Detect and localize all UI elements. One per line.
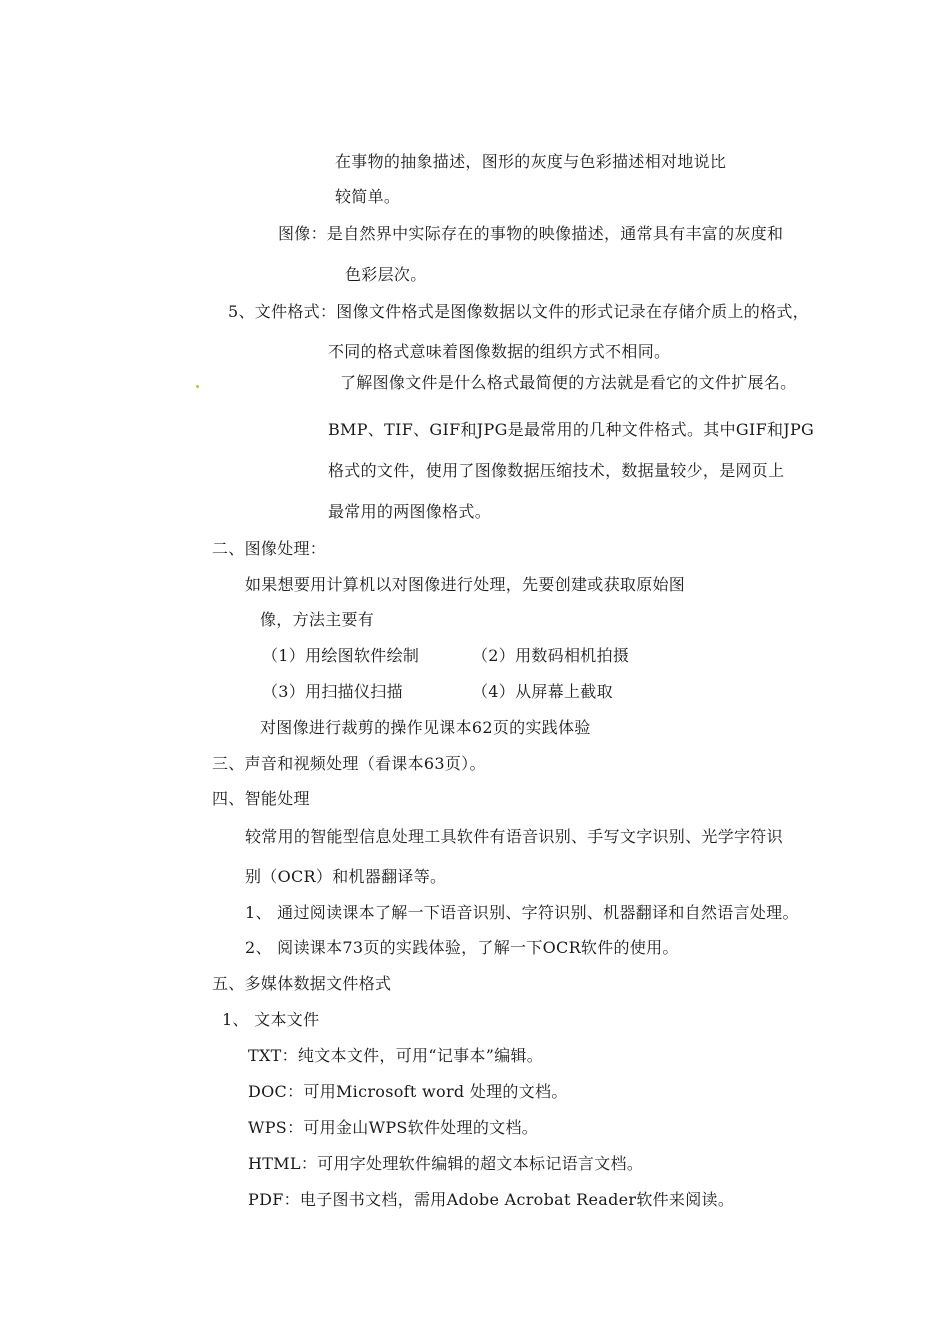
list-item: 1、 文本文件 — [222, 1010, 320, 1029]
section-heading: 五、多媒体数据文件格式 — [212, 974, 392, 993]
section-heading: 三、声音和视频处理（看课本63页）。 — [212, 754, 486, 773]
list-item: 2、 阅读课本73页的实践体验，了解一下OCR软件的使用。 — [245, 938, 679, 957]
list-item: （2）用数码相机拍摄 — [472, 646, 630, 665]
section-heading: 二、图像处理： — [212, 539, 327, 558]
text-line: 别（OCR）和机器翻译等。 — [245, 867, 447, 886]
list-item: 1、 通过阅读课本了解一下语音识别、字符识别、机器翻译和自然语言处理。 — [245, 903, 799, 922]
stray-dot-marker — [196, 385, 199, 388]
text-line: BMP、TIF、GIF和JPG是最常用的几种文件格式。其中GIF和JPG — [328, 420, 815, 439]
text-line: 色彩层次。 — [345, 265, 427, 284]
list-item: （3）用扫描仪扫描 — [262, 682, 403, 701]
text-line: 图像：是自然界中实际存在的事物的映像描述，通常具有丰富的灰度和 — [278, 224, 784, 243]
text-line: HTML：可用字处理软件编辑的超文本标记语言文档。 — [248, 1154, 644, 1173]
text-line: 如果想要用计算机以对图像进行处理，先要创建或获取原始图 — [245, 575, 686, 594]
text-line: 5、文件格式：图像文件格式是图像数据以文件的形式记录在存储介质上的格式， — [228, 302, 809, 321]
text-line: 格式的文件，使用了图像数据压缩技术，数据量较少，是网页上 — [328, 461, 785, 480]
text-line: 像，方法主要有 — [260, 610, 375, 629]
text-line: 不同的格式意味着图像数据的组织方式不相同。 — [328, 342, 671, 361]
text-line: 了解图像文件是什么格式最简便的方法就是看它的文件扩展名。 — [340, 373, 797, 392]
text-line: 较简单。 — [335, 187, 401, 206]
text-line: PDF：电子图书文档，需用Adobe Acrobat Reader软件来阅读。 — [248, 1190, 735, 1209]
list-item: （4）从屏幕上截取 — [472, 682, 613, 701]
text-line: 在事物的抽象描述，图形的灰度与色彩描述相对地说比 — [335, 152, 727, 171]
text-line: WPS：可用金山WPS软件处理的文档。 — [248, 1118, 539, 1137]
text-line: 对图像进行裁剪的操作见课本62页的实践体验 — [260, 718, 591, 737]
text-line: DOC：可用Microsoft word 处理的文档。 — [248, 1082, 568, 1101]
text-line: 较常用的智能型信息处理工具软件有语音识别、手写文字识别、光学字符识 — [245, 827, 783, 846]
text-line: TXT：纯文本文件，可用“记事本”编辑。 — [248, 1046, 544, 1065]
text-line: 最常用的两图像格式。 — [328, 502, 492, 521]
list-item: （1）用绘图软件绘制 — [262, 646, 420, 665]
section-heading: 四、智能处理 — [212, 789, 310, 808]
